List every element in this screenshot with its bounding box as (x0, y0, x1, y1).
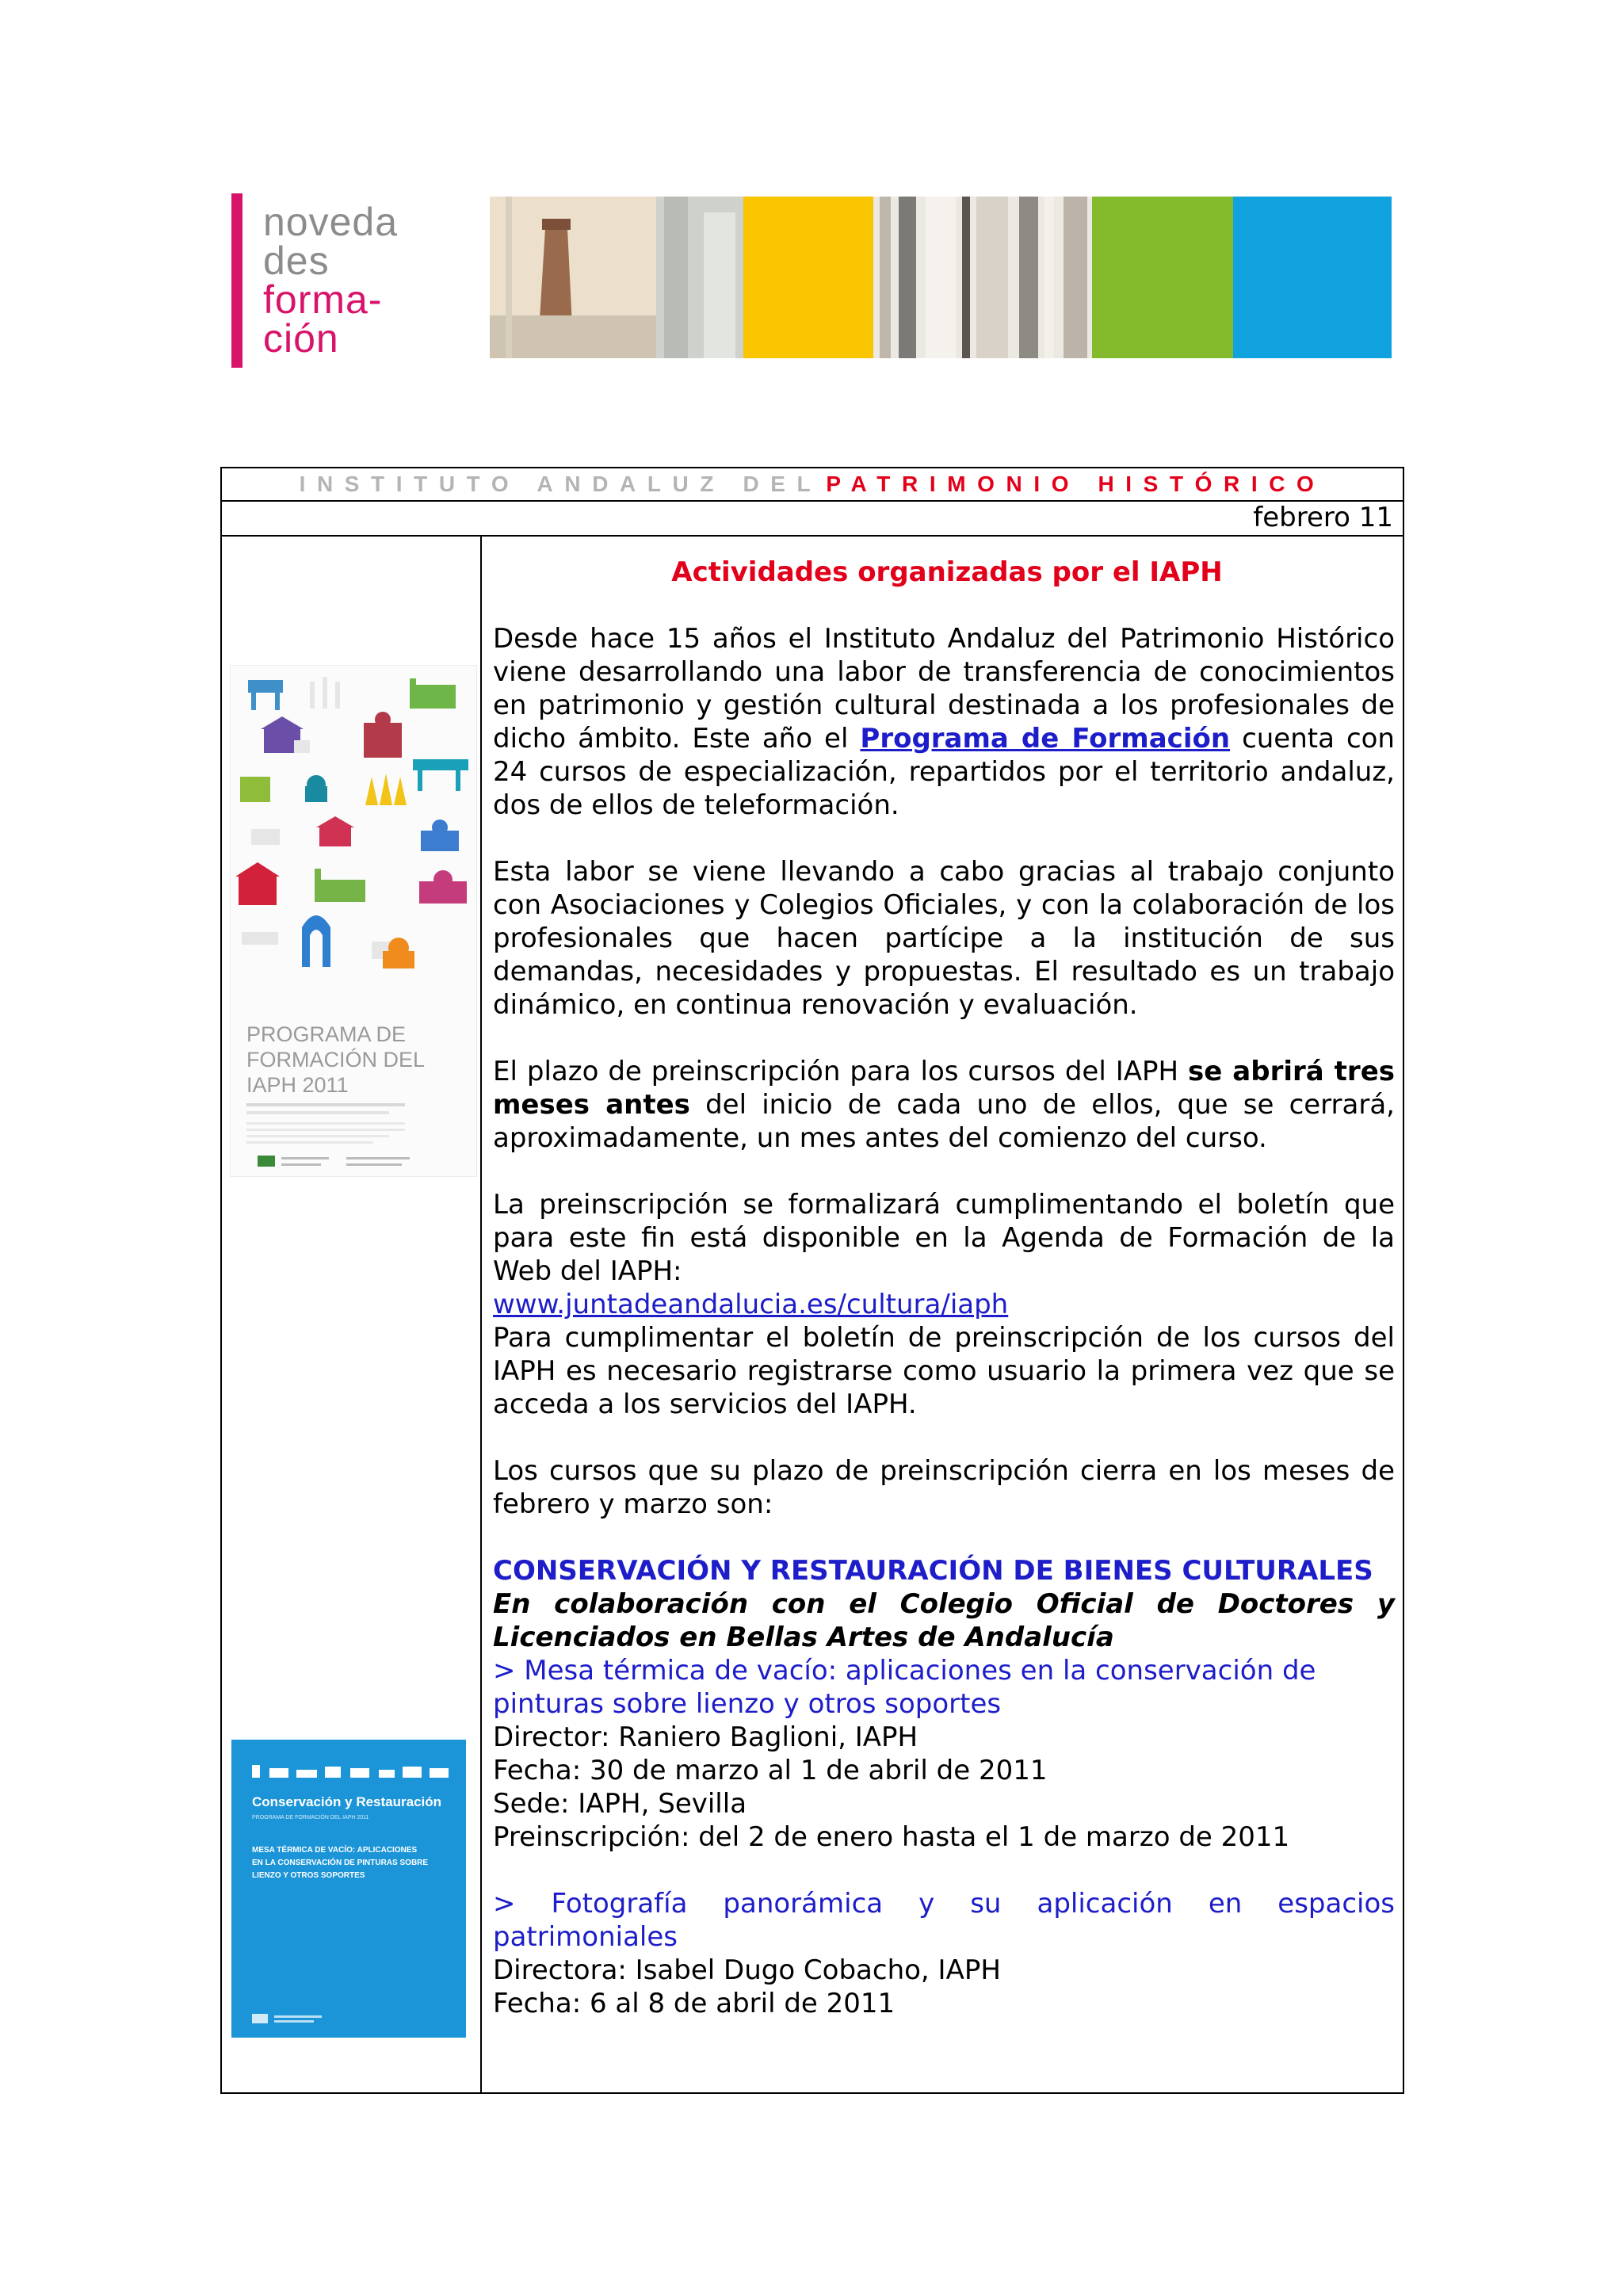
books-photo (873, 197, 1092, 358)
section-heading: CONSERVACIÓN Y RESTAURACIÓN DE BIENES CULTURALES (493, 1555, 1373, 1587)
programa-formacion-cover-image (230, 665, 477, 1177)
header-banner (231, 193, 1392, 368)
date-row (222, 500, 1403, 537)
institute-header-row (222, 468, 1403, 502)
paragraph-collaboration: Esta labor se viene llevando a cabo gracias al trabajo conjunto con Asociaciones y Colegios Oficiales, y con la colaboración de los profesionales que hacen partícipe a la institución de sus demandas, necesidades y propuestas. El resultado es un trabajo dinámico, en continua renovación y evaluación. (493, 856, 1395, 1021)
logo-line-1: noveda (263, 200, 399, 244)
chimney-photo (490, 197, 656, 358)
svg-text:IAPH 2011: IAPH 2011 (246, 1073, 349, 1097)
programa-formacion-link[interactable]: Programa de Formación (860, 723, 1231, 755)
course-title: > Mesa térmica de vacío: aplicaciones en la conservación de pinturas sobre lienzo y otros soportes (493, 1655, 1316, 1720)
course-date: Fecha: 30 de marzo al 1 de abril de 2011 (493, 1755, 1048, 1786)
svg-text:PROGRAMA DE: PROGRAMA DE (246, 1022, 407, 1046)
logo-line-3: forma- (263, 277, 383, 322)
svg-text:MESA TÉRMICA DE VACÍO: APLICAC: MESA TÉRMICA DE VACÍO: APLICACIONES (252, 1846, 418, 1855)
course-director: Directora: Isabel Dugo Cobacho, IAPH (493, 1954, 1001, 1986)
collaboration-note: En colaboración con el Colegio Oficial de Doctores y Licenciados en Bellas Artes de Andalucía (493, 1588, 1395, 1653)
iaph-web-link[interactable]: www.juntadeandalucia.es/cultura/iaph (493, 1289, 1009, 1320)
svg-text:LIENZO Y OTROS SOPORTES: LIENZO Y OTROS SOPORTES (252, 1871, 365, 1880)
paragraph-registro: Para cumplimentar el boletín de preinscripción de los cursos del IAPH es necesario registrarse como usuario la primera vez que se acceda a los servicios del IAPH. (493, 1322, 1395, 1420)
svg-text:Conservación y Restauración: Conservación y Restauración (252, 1794, 442, 1809)
column-divider (480, 537, 482, 2092)
institute-name-part2: PATRIMONIO HISTÓRICO (826, 472, 1326, 496)
paragraph-preinscripcion: La preinscripción se formalizará cumplimentando el boletín que para este fin está disponible en la Agenda de Formación de la Web del IAPH: (493, 1189, 1395, 1287)
heritage-buildings-illustration (231, 666, 477, 1177)
article-title: Actividades organizadas por el IAPH (671, 556, 1223, 588)
conservacion-restauracion-cover-image (231, 1740, 466, 2038)
banner-photo-strip (490, 197, 1392, 358)
paragraph-plazo: El plazo de preinscripción para los cursos del IAPH se abrirá tres meses antes del inicio de cada uno de ellos, que se cerrará, aproximadamente, un mes antes del comienzo del curso. (493, 1056, 1395, 1154)
paragraph-cursos-intro: Los cursos que su plazo de preinscripción cierra en los meses de febrero y marzo son: (493, 1455, 1395, 1520)
paragraph-intro: Desde hace 15 años el Instituto Andaluz del Patrimonio Histórico viene desarrollando una labor de transferencia de conocimientos en patrimonio y gestión cultural destinada a los profesionales de dicho ámbito. Este año el Programa de Formación cuenta con 24 cursos de especialización, repartidos por el territorio andaluz, dos de ellos de teleformación. (493, 623, 1395, 821)
green-block (1092, 197, 1233, 358)
course-preinscription: Preinscripción: del 2 de enero hasta el 1 de marzo de 2011 (493, 1821, 1290, 1853)
blue-block (1233, 197, 1392, 358)
institute-name-part1: INSTITUTO ANDALUZ DEL (299, 472, 823, 496)
building-photo (656, 197, 743, 358)
course-date: Fecha: 6 al 8 de abril de 2011 (493, 1988, 896, 2019)
newsletter-table (220, 467, 1404, 2094)
web-link-line (493, 1288, 1395, 1321)
yellow-block (743, 197, 873, 358)
course-venue: Sede: IAPH, Sevilla (493, 1788, 747, 1820)
novedades-formacion-logo (263, 200, 399, 361)
logo-line-4: ción (263, 316, 339, 361)
course-title: > Fotografía panorámica y su aplicación en espacios patrimoniales (493, 1888, 1395, 1953)
logo-line-2: des (263, 239, 330, 283)
logo-accent-bar (231, 193, 242, 368)
svg-text:FORMACIÓN DEL: FORMACIÓN DEL (246, 1048, 426, 1072)
svg-text:EN LA CONSERVACIÓN DE PINTURAS: EN LA CONSERVACIÓN DE PINTURAS SOBRE (252, 1859, 429, 1867)
svg-text:PROGRAMA DE FORMACIÓN DEL IAPH: PROGRAMA DE FORMACIÓN DEL IAPH 2011 (252, 1815, 369, 1820)
article-content (493, 556, 1395, 2020)
issue-date: febrero 11 (1253, 502, 1393, 533)
course-cover-illustration (231, 1740, 466, 2038)
course-director: Director: Raniero Baglioni, IAPH (493, 1721, 918, 1753)
